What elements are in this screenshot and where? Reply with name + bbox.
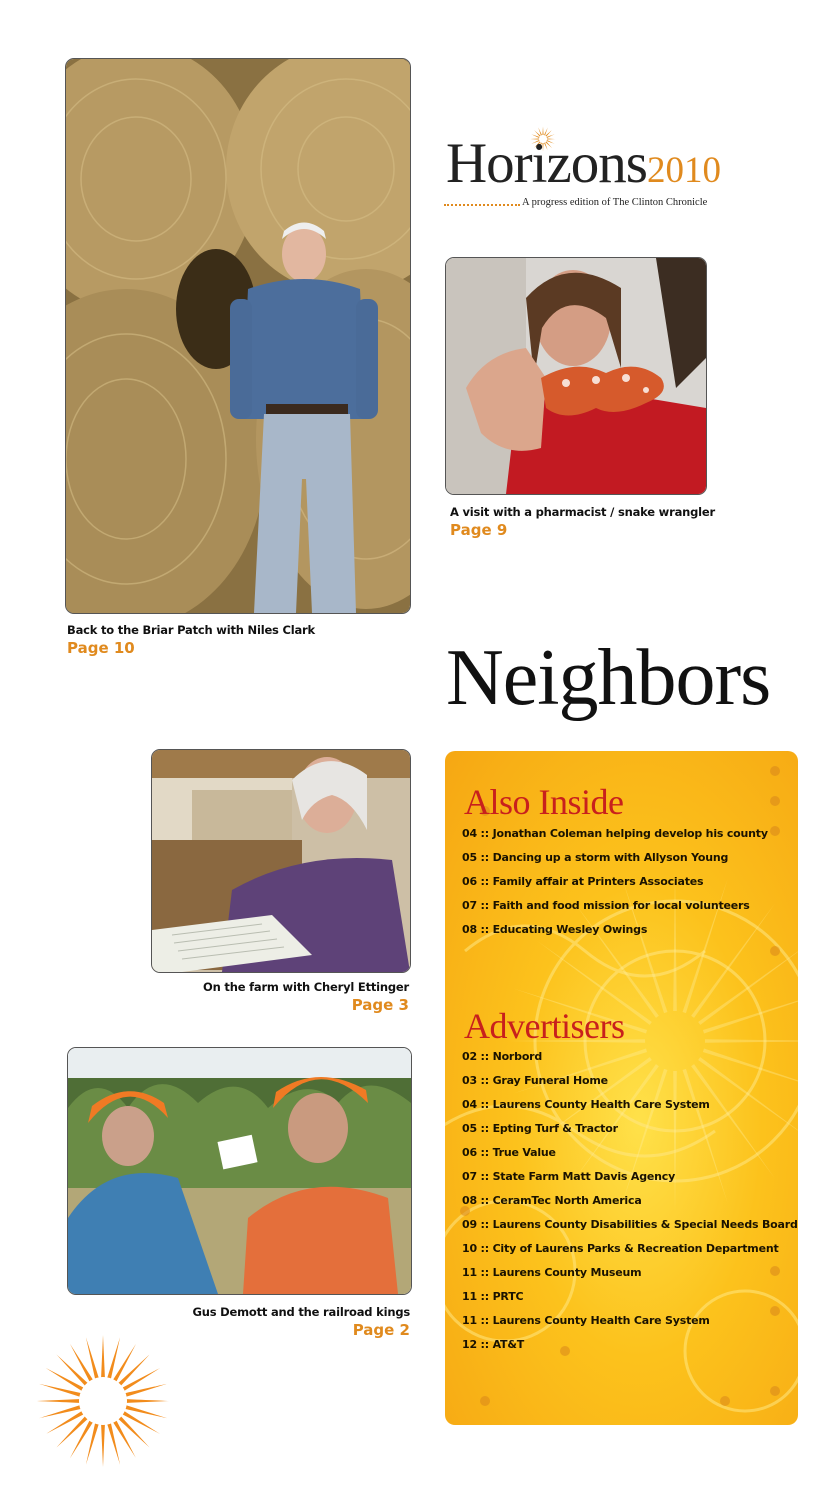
also-inside-heading: Also Inside bbox=[464, 782, 624, 822]
sunburst-ray bbox=[101, 1423, 105, 1467]
masthead-dotted-rule bbox=[444, 204, 520, 206]
hay-bales-photo bbox=[65, 58, 411, 614]
masthead-title bbox=[446, 132, 746, 203]
feature-page-cheryl-ettinger: Page 3 bbox=[351, 996, 409, 1014]
sunburst-ray bbox=[101, 1335, 105, 1379]
advertisers-list bbox=[462, 1049, 798, 1361]
sunburst-ray bbox=[121, 1368, 160, 1392]
sunburst-ray bbox=[121, 1410, 160, 1434]
also-inside-list bbox=[462, 826, 768, 946]
list-item: 04 :: Jonathan Coleman helping develop his county bbox=[462, 827, 768, 840]
list-item: 02 :: Norbord bbox=[462, 1050, 543, 1063]
feature-caption-railroad-kings: Gus Demott and the railroad kings bbox=[192, 1305, 410, 1319]
panel-star-ray bbox=[705, 1039, 798, 1043]
list-item: 07 :: State Farm Matt Davis Agency bbox=[462, 1170, 676, 1183]
list-item: 12 :: AT&T bbox=[462, 1338, 525, 1351]
list-item: 06 :: Family affair at Printers Associates bbox=[462, 875, 704, 888]
sunburst-ray bbox=[46, 1368, 85, 1392]
farm-kitchen-photo bbox=[151, 749, 411, 973]
feature-caption-niles-clark: Back to the Briar Patch with Niles Clark bbox=[67, 623, 315, 637]
list-item: 11 :: Laurens County Museum bbox=[462, 1266, 642, 1279]
contents-panel bbox=[445, 751, 798, 1425]
sunburst-icon bbox=[35, 1333, 171, 1469]
snake-photo bbox=[445, 257, 707, 495]
masthead-year: 2010 bbox=[646, 150, 721, 191]
list-item: 03 :: Gray Funeral Home bbox=[462, 1074, 608, 1087]
sunburst-ray bbox=[70, 1344, 94, 1383]
sunburst-ray bbox=[112, 1344, 136, 1383]
advertisers-heading: Advertisers bbox=[464, 1006, 625, 1046]
list-item: 06 :: True Value bbox=[462, 1146, 556, 1159]
feature-caption-cheryl-ettinger: On the farm with Cheryl Ettinger bbox=[203, 980, 409, 994]
sunburst-ray bbox=[46, 1410, 85, 1434]
list-item: 07 :: Faith and food mission for local volunteers bbox=[462, 899, 750, 912]
list-item: 08 :: CeramTec North America bbox=[462, 1194, 642, 1207]
section-title: Neighbors bbox=[446, 634, 771, 722]
list-item: 10 :: City of Laurens Parks & Recreation Department bbox=[462, 1242, 779, 1255]
masthead-name: Horizons bbox=[446, 132, 647, 195]
sunburst-ray bbox=[125, 1399, 169, 1403]
list-item: 09 :: Laurens County Disabilities & Special Needs Board bbox=[462, 1218, 798, 1231]
list-item: 11 :: PRTC bbox=[462, 1290, 524, 1303]
sunburst-ray bbox=[70, 1419, 94, 1458]
list-item: 04 :: Laurens County Health Care System bbox=[462, 1098, 710, 1111]
railroad-workers-photo bbox=[67, 1047, 412, 1295]
sunburst-ray bbox=[37, 1399, 81, 1403]
sunburst-ray bbox=[112, 1419, 136, 1458]
feature-page-niles-clark: Page 10 bbox=[67, 639, 135, 657]
feature-page-snake-wrangler: Page 9 bbox=[450, 521, 508, 539]
list-item: 11 :: Laurens County Health Care System bbox=[462, 1314, 710, 1327]
list-item: 08 :: Educating Wesley Owings bbox=[462, 923, 648, 936]
list-item: 05 :: Dancing up a storm with Allyson Young bbox=[462, 851, 729, 864]
list-item: 05 :: Epting Turf & Tractor bbox=[462, 1122, 618, 1135]
masthead-subtitle: A progress edition of The Clinton Chronicle bbox=[522, 197, 708, 208]
feature-caption-snake-wrangler: A visit with a pharmacist / snake wrangler bbox=[450, 505, 715, 519]
feature-page-railroad-kings: Page 2 bbox=[352, 1321, 410, 1339]
